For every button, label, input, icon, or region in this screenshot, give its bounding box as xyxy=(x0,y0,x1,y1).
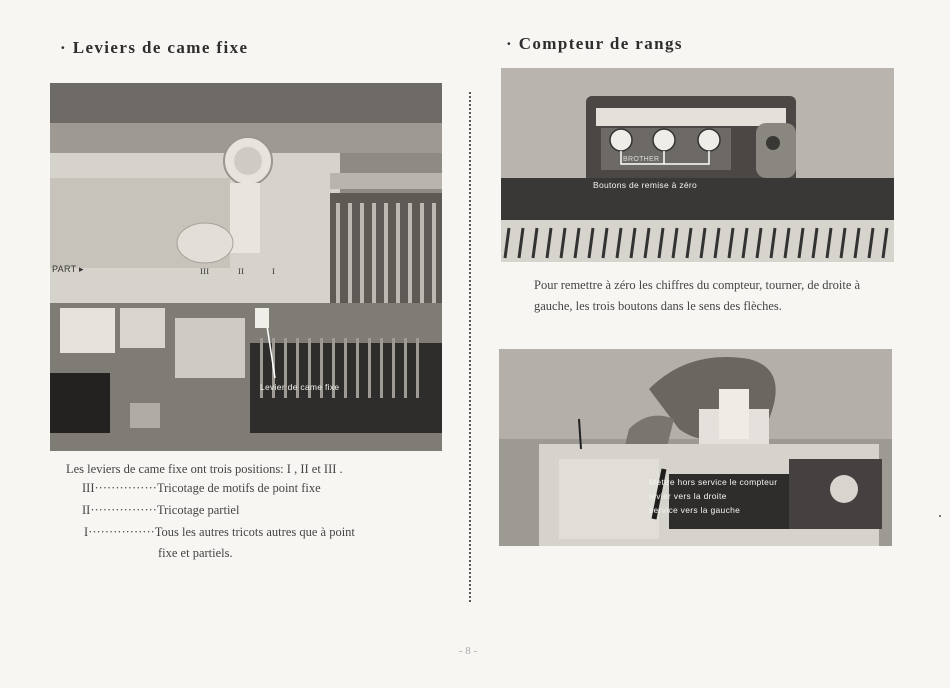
right-heading: · Compteur de rangs xyxy=(506,34,683,53)
position-row-ii xyxy=(82,503,239,518)
left-heading: · Leviers de came fixe xyxy=(60,38,249,57)
position-dots: ················ xyxy=(90,503,157,517)
roman-label-ii: II xyxy=(238,266,245,276)
position-text: Tricotage partiel xyxy=(156,503,240,517)
counter-disable-label-3: service vers la gauche xyxy=(649,505,741,515)
row-counter-photo xyxy=(501,68,894,262)
column-divider xyxy=(469,92,471,602)
position-row-iii xyxy=(82,481,321,496)
counter-brand-label: BROTHER xyxy=(623,156,660,163)
counter-disable-photo xyxy=(499,349,892,546)
position-key: III xyxy=(82,481,95,495)
position-row-i xyxy=(84,525,355,540)
position-row-i-continued: fixe et partiels. xyxy=(158,546,233,560)
position-dots: ················ xyxy=(88,525,155,539)
position-text: Tous les autres tricots autres que à point xyxy=(154,525,355,539)
part-label: PART ▸ xyxy=(52,264,84,274)
cam-lever-photo xyxy=(50,83,442,451)
page-number: - 8 - xyxy=(458,645,478,657)
counter-disable-label-1: Mettre hors service le compteur xyxy=(649,477,778,487)
stray-mark xyxy=(939,515,941,517)
reset-buttons-label: Boutons de remise à zéro xyxy=(593,180,698,190)
position-text: Tricotage de motifs de point fixe xyxy=(156,481,321,495)
position-key: I xyxy=(84,525,89,539)
cam-lever-intro: Les leviers de came fixe ont trois positions: I , II et III . xyxy=(66,462,343,476)
cam-lever-label: Levier de came fixe xyxy=(260,382,340,392)
roman-label-iii: III xyxy=(200,266,210,276)
roman-label-i: I xyxy=(272,266,276,276)
counter-paragraph: Pour remettre à zéro les chiffres du compteur, tourner, de droite à gauche, les trois boutons dans le sens des flèches. xyxy=(534,278,861,313)
counter-disable-label-2: levier vers la droite xyxy=(649,491,727,501)
position-key: II xyxy=(82,503,91,517)
position-dots: ··············· xyxy=(94,481,157,495)
